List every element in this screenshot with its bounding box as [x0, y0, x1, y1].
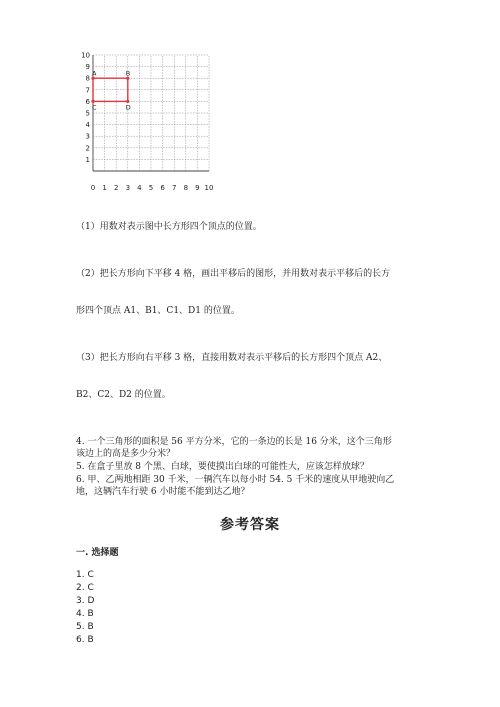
- question-6-line-2: 地，这辆汽车行驶 6 小时能不能到达乙地？: [76, 487, 250, 497]
- y-tick-label: 1: [85, 155, 90, 164]
- y-tick-label: 8: [85, 74, 90, 83]
- x-axis-labels: [91, 184, 214, 192]
- question-6-line-1: 6. 甲、乙两地相距 30 千米，一辆汽车以每小时 54. 5 千米的速度从甲地驶向乙: [76, 475, 395, 485]
- x-tick-label: 6: [160, 184, 165, 192]
- question-2-line-1: （2）把长方形向下平移 4 格，画出平移后的图形，并用数对表示平移后的长方: [76, 269, 391, 279]
- x-tick-label: 9: [195, 184, 200, 192]
- y-tick-label: 3: [85, 132, 90, 141]
- x-tick-label: 1: [102, 184, 107, 192]
- answer-item: 2. C: [76, 583, 94, 593]
- y-tick-label: 4: [85, 121, 90, 130]
- y-tick-label: 10: [81, 51, 90, 60]
- question-3-line-1: （3）把长方形向右平移 3 格，直接用数对表示平移后的长方形四个顶点 A2、: [76, 353, 388, 363]
- answer-item: 6. B: [76, 635, 94, 645]
- answer-item: 1. C: [76, 570, 94, 580]
- grid-lines: [93, 55, 209, 171]
- vertex-c-label: C: [92, 103, 97, 112]
- question-3-line-2: B2、C2、D2 的位置。: [76, 390, 171, 400]
- y-axis-labels: [81, 52, 90, 164]
- question-4-line-2: 该边上的高是多少分米？: [76, 449, 176, 459]
- y-tick-label: 2: [85, 144, 90, 153]
- y-tick-label: 9: [85, 63, 90, 72]
- x-tick-label: 5: [148, 184, 154, 192]
- vertex-b-label: B: [125, 69, 131, 78]
- vertex-d-label: D: [125, 103, 131, 112]
- vertex-a-label: A: [92, 69, 97, 78]
- x-tick-label: 3: [125, 184, 131, 192]
- x-tick-label: 4: [137, 184, 142, 192]
- coordinate-grid: [0, 0, 500, 200]
- x-tick-label: 7: [171, 184, 177, 192]
- y-tick-label: 7: [85, 86, 90, 95]
- question-5: 5. 在盒子里放 8 个黑、白球，要使摸出白球的可能性大，应该怎样放球？: [76, 462, 369, 472]
- answer-title: 参考答案: [220, 517, 280, 533]
- x-tick-label: 8: [183, 184, 189, 192]
- answer-item: 3. D: [76, 596, 95, 606]
- x-tick-label: 0: [90, 184, 96, 192]
- y-tick-label: 6: [85, 97, 90, 106]
- x-tick-label: 2: [113, 184, 119, 192]
- question-4-line-1: 4. 一个三角形的面积是 56 平方分米，它的一条边的长是 16 分米，这个三角形: [76, 437, 392, 447]
- y-tick-label: 5: [85, 109, 90, 118]
- question-1: （1）用数对表示图中长方形四个顶点的位置。: [76, 222, 262, 232]
- x-tick-label: 10: [204, 184, 214, 192]
- answer-item: 4. B: [76, 609, 94, 619]
- section-title: 一. 选择题: [76, 548, 119, 558]
- answer-item: 5. B: [76, 622, 94, 632]
- question-2-line-2: 形四个顶点 A1、B1、C1、D1 的位置。: [76, 306, 240, 316]
